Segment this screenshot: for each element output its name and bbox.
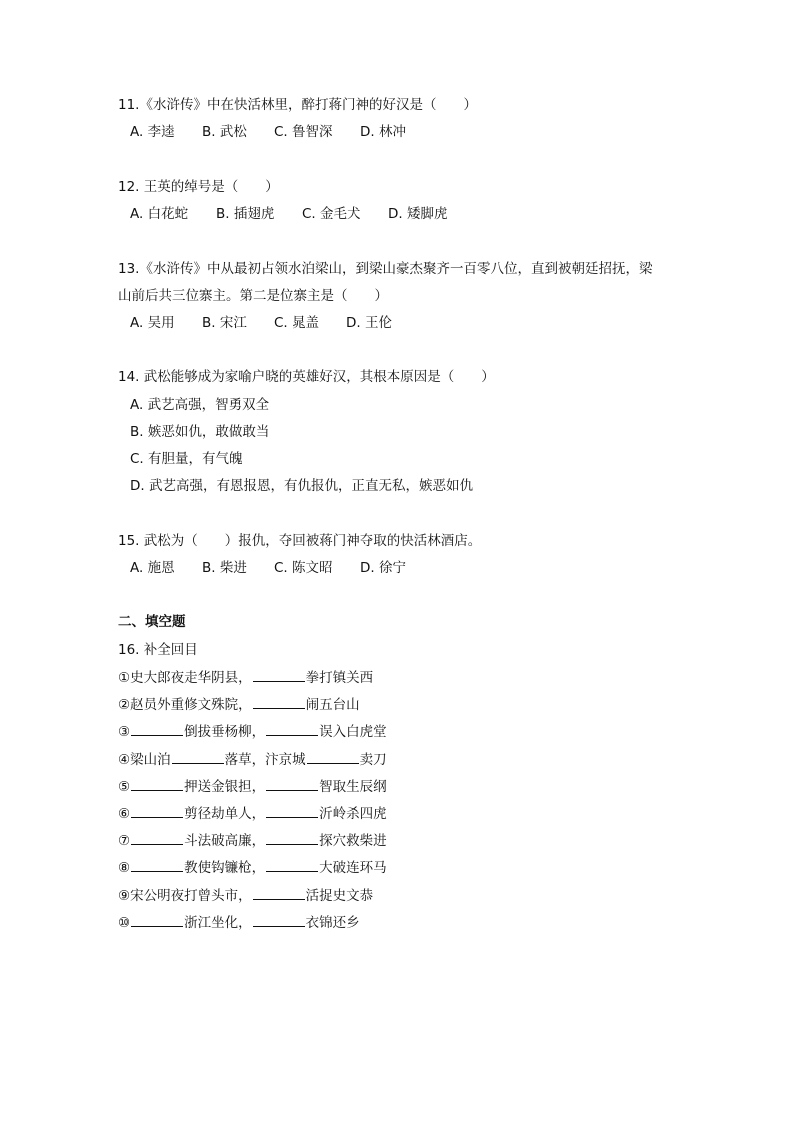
question-13-line-1: 13.《水浒传》中从最初占领水泊梁山，到梁山豪杰聚齐一百零八位，直到被朝廷招抚，梁	[118, 261, 653, 277]
option-a: A. 李逵	[130, 124, 175, 140]
fill-item-2: ②赵员外重修文殊院， 闹五台山	[118, 697, 360, 713]
option-c: C. 晁盖	[274, 315, 320, 331]
option-d: D. 王伦	[346, 315, 392, 331]
section-heading: 二、填空题	[118, 614, 186, 630]
question-12: 12. 王英的绰号是（ ）	[118, 179, 279, 195]
question-16: 16. 补全回目	[118, 642, 198, 658]
answer-blank[interactable]	[131, 722, 183, 736]
option-a: A. 施恩	[130, 560, 175, 576]
fill-item-7: ⑦ 斗法破高廉， 探穴救柴进	[118, 833, 387, 849]
answer-blank[interactable]	[307, 750, 359, 764]
fill-item-4: ④梁山泊 落草，汴京城 卖刀	[118, 752, 387, 768]
answer-blank[interactable]	[131, 804, 183, 818]
option-a: A. 白花蛇	[130, 206, 189, 222]
fill-item-1: ①史大郎夜走华阴县， 拳打镇关西	[118, 670, 374, 686]
answer-blank[interactable]	[253, 695, 305, 709]
answer-blank[interactable]	[266, 777, 318, 791]
answer-blank[interactable]	[253, 886, 305, 900]
question-15-options	[130, 559, 406, 577]
option-d: D. 武艺高强，有恩报恩，有仇报仇，正直无私，嫉恶如仇	[130, 478, 473, 494]
answer-blank[interactable]	[266, 831, 318, 845]
answer-blank[interactable]	[131, 831, 183, 845]
option-b: B. 嫉恶如仇，敢做敢当	[130, 424, 270, 440]
question-13-options	[130, 314, 392, 332]
answer-blank[interactable]	[131, 913, 183, 927]
option-c: C. 陈文昭	[274, 560, 333, 576]
option-b: B. 武松	[202, 124, 247, 140]
question-11: 11.《水浒传》中在快活林里，醉打蒋门神的好汉是（ ）	[118, 97, 477, 113]
question-13-line-2: 山前后共三位寨主。第二是位寨主是（ ）	[118, 288, 388, 304]
question-12-options	[130, 205, 447, 223]
fill-item-3: ③ 倒拔垂杨柳， 误入白虎堂	[118, 724, 387, 740]
option-d: D. 林冲	[360, 124, 406, 140]
fill-item-6: ⑥ 剪径劫单人， 沂岭杀四虎	[118, 806, 387, 822]
option-b: B. 柴进	[202, 560, 247, 576]
answer-blank[interactable]	[253, 668, 305, 682]
question-11-options	[130, 123, 406, 141]
option-b: B. 宋江	[202, 315, 247, 331]
option-d: D. 徐宁	[360, 560, 406, 576]
fill-item-9: ⑨宋公明夜打曾头市， 活捉史文恭	[118, 888, 374, 904]
option-c: C. 金毛犬	[302, 206, 361, 222]
option-c: C. 鲁智深	[274, 124, 333, 140]
answer-blank[interactable]	[131, 858, 183, 872]
option-b: B. 插翅虎	[216, 206, 275, 222]
question-15: 15. 武松为（ ）报仇，夺回被蒋门神夺取的快活林酒店。	[118, 533, 482, 549]
fill-item-8: ⑧ 教使钩镰枪， 大破连环马	[118, 860, 387, 876]
fill-item-10: ⑩ 浙江坐化， 衣锦还乡	[118, 915, 360, 931]
option-c: C. 有胆量，有气魄	[130, 451, 243, 467]
question-14: 14. 武松能够成为家喻户晓的英雄好汉，其根本原因是（ ）	[118, 369, 495, 385]
answer-blank[interactable]	[266, 722, 318, 736]
option-a: A. 武艺高强，智勇双全	[130, 397, 270, 413]
answer-blank[interactable]	[266, 858, 318, 872]
fill-item-5: ⑤ 押送金银担， 智取生辰纲	[118, 779, 387, 795]
answer-blank[interactable]	[266, 804, 318, 818]
answer-blank[interactable]	[172, 750, 224, 764]
answer-blank[interactable]	[131, 777, 183, 791]
option-a: A. 吴用	[130, 315, 175, 331]
option-d: D. 矮脚虎	[388, 206, 448, 222]
answer-blank[interactable]	[253, 913, 305, 927]
